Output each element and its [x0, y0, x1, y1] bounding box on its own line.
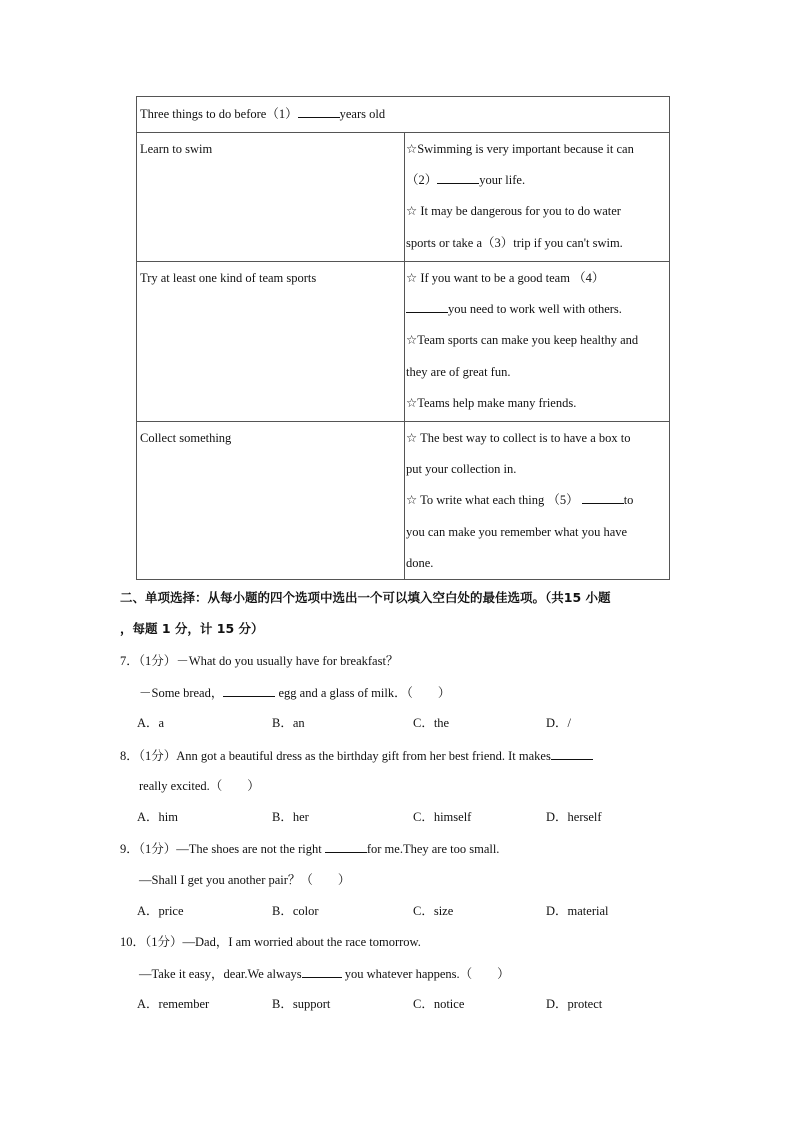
option-b[interactable]: B．her: [272, 810, 309, 824]
detail-line: （2） your life.: [406, 165, 668, 196]
question-text: —Dad，I am worried about the race tomorrow.: [182, 935, 421, 949]
table-row-3-topic: Collect something: [140, 431, 232, 445]
answer-blank[interactable]: [551, 745, 593, 760]
question-8: [120, 745, 593, 764]
question-7: [120, 651, 398, 669]
question-number: 8．（1分）: [120, 749, 177, 763]
detail-line: they are of great fun.: [406, 364, 511, 379]
option-b[interactable]: B．an: [272, 716, 305, 730]
detail-line: sports or take a（3）trip if you can't swim.: [406, 235, 623, 250]
blank-2[interactable]: [437, 169, 479, 184]
question-text: －What do you usually have for breakfast？: [176, 654, 399, 668]
option-a[interactable]: A．a: [137, 716, 165, 730]
question-number: 10．（1分）: [120, 935, 183, 949]
option-c[interactable]: C．the: [413, 716, 450, 730]
table-divider: [137, 421, 669, 422]
detail-line: ☆Team sports can make you keep healthy and: [406, 333, 639, 348]
question-number: 7．（1分）: [120, 654, 177, 668]
answer-blank[interactable]: [325, 838, 367, 853]
answer-blank[interactable]: [302, 963, 342, 978]
detail-line: done.: [406, 555, 434, 570]
option-d[interactable]: D．/: [546, 716, 572, 730]
question-10: [120, 932, 421, 950]
question-10-line2: —Take it easy，dear.We always you whatever happens.（ ）: [139, 963, 510, 982]
question-text: Ann got a beautiful dress as the birthday gift from her best friend. It makes: [176, 749, 551, 763]
question-9: 9．（1分）—The shoes are not the right for me.They are too small.: [120, 838, 499, 857]
option-c[interactable]: C．notice: [413, 997, 465, 1011]
option-a[interactable]: A．price: [137, 904, 184, 918]
option-c[interactable]: C．himself: [413, 810, 472, 824]
question-8-line2: really excited.（ ）: [139, 779, 260, 793]
detail-line: you can make you remember what you have: [406, 524, 628, 539]
section-heading-cont: ，每题 1 分，计 15 分）: [120, 621, 264, 636]
option-a[interactable]: A．him: [137, 810, 178, 824]
table-header-text: Three things to do before（1）: [140, 107, 298, 121]
table-divider: [137, 261, 669, 262]
detail-line: ☆ If you want to be a good team （4）: [406, 271, 605, 285]
table-row-2-topic: Try at least one kind of team sports: [140, 271, 317, 285]
detail-line: put your collection in.: [406, 462, 517, 477]
question-7-line2: －Some bread， egg and a glass of milk．（ ）: [139, 682, 450, 701]
blank-1[interactable]: [298, 103, 340, 118]
table-divider: [137, 132, 669, 133]
table-row-2-details: [406, 263, 668, 419]
answer-blank[interactable]: [223, 682, 275, 697]
detail-line: ☆Swimming is very important because it can: [406, 142, 634, 156]
table-column-divider: [404, 132, 405, 579]
detail-line: ☆Teams help make many friends.: [406, 395, 577, 410]
question-text: —The shoes are not the right: [176, 842, 325, 856]
table-header-suffix: years old: [339, 107, 386, 121]
detail-line: ☆ It may be dangerous for you to do water: [406, 204, 621, 219]
question-number: 9．（1分）: [120, 842, 177, 856]
option-a[interactable]: A．remember: [137, 997, 210, 1011]
table-row-3-details: [406, 423, 668, 579]
table-row-1-topic: Learn to swim: [140, 142, 213, 156]
option-c[interactable]: C．size: [413, 904, 454, 918]
section-heading: 二、单项选择：从每小题的四个选项中选出一个可以填入空白处的最佳选项。（共15 小题: [120, 590, 611, 605]
reading-table: [136, 96, 670, 580]
table-header: [140, 99, 385, 130]
option-d[interactable]: D．material: [546, 904, 609, 918]
option-d[interactable]: D．herself: [546, 810, 602, 824]
option-b[interactable]: B．support: [272, 997, 331, 1011]
detail-line: ☆ To write what each thing （5） to: [406, 485, 668, 516]
blank-5[interactable]: [582, 489, 624, 504]
option-d[interactable]: D．protect: [546, 997, 603, 1011]
question-9-line2: —Shall I get you another pair？（ ）: [139, 873, 351, 887]
option-b[interactable]: B．color: [272, 904, 319, 918]
detail-line: you need to work well with others.: [406, 294, 668, 325]
detail-line: ☆ The best way to collect is to have a box to: [406, 431, 631, 445]
table-row-1-details: [406, 134, 668, 259]
blank-4[interactable]: [406, 298, 448, 313]
